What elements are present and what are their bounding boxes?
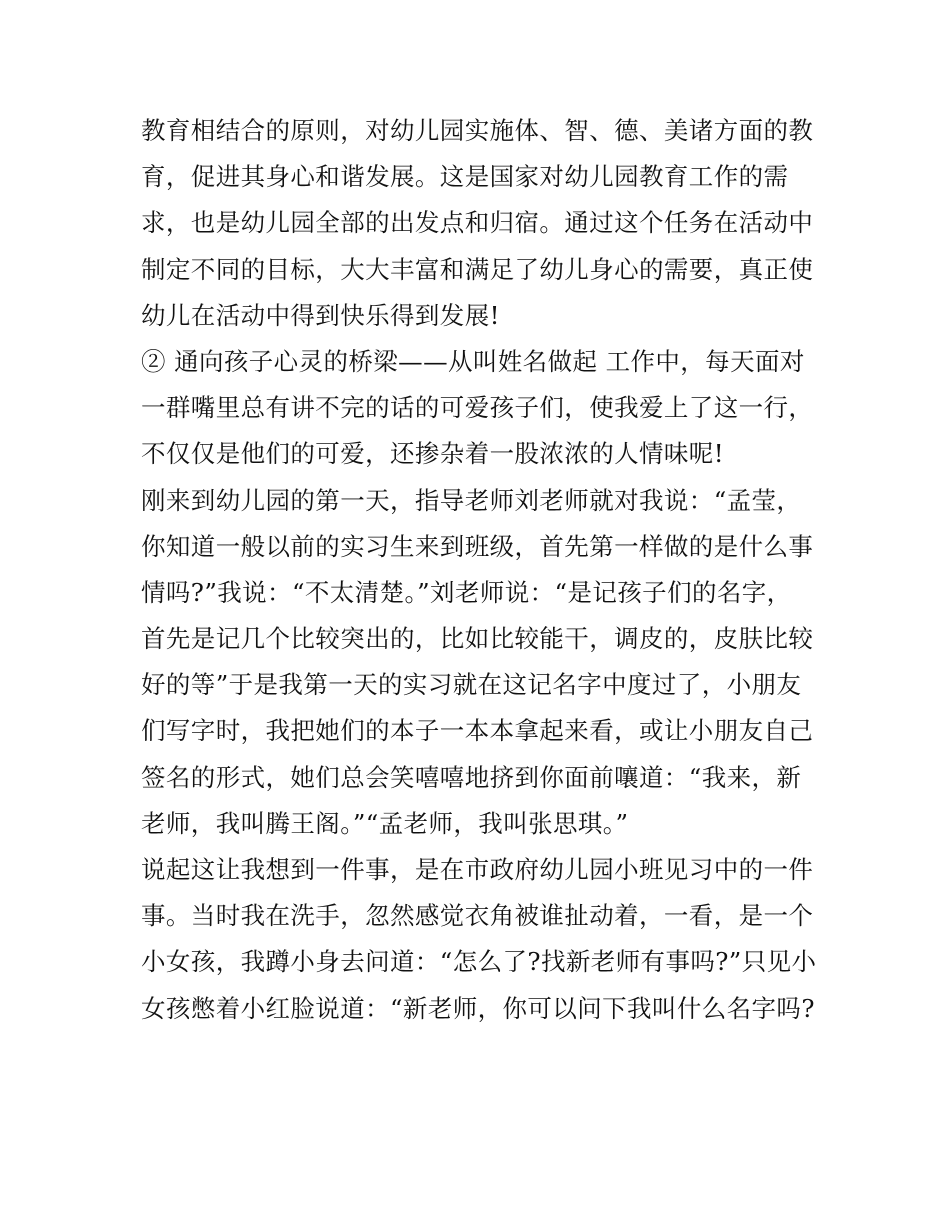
text-line: 事。当时我在洗手，忽然感觉衣角被谁扯动着，一看，是一个	[141, 901, 814, 931]
body-text	[141, 108, 817, 1032]
text-line: 小女孩，我蹲小身去问道：“怎么了?找新老师有事吗?”只见小	[141, 947, 817, 977]
text-line: 们写字时，我把她们的本子一本本拿起来看，或让小朋友自己	[141, 716, 814, 746]
text-line: 刚来到幼儿园的第一天，指导老师刘老师就对我说：“孟莹，	[141, 485, 802, 515]
text-line: 不仅仅是他们的可爱，还掺杂着一股浓浓的人情味呢!	[141, 439, 724, 469]
text-line: 你知道一般以前的实习生来到班级，首先第一样做的是什么事	[141, 531, 814, 561]
text-line: 求，也是幼儿园全部的出发点和归宿。通过这个任务在活动中	[141, 208, 814, 238]
text-line: 首先是记几个比较突出的，比如比较能干，调皮的，皮肤比较	[141, 624, 814, 654]
text-line: 好的等”于是我第一天的实习就在这记名字中度过了，小朋友	[141, 670, 802, 700]
text-line: 情吗?”我说：“不太清楚。”刘老师说：“是记孩子们的名字，	[141, 577, 792, 607]
text-line: 老师，我叫腾王阁。”“孟老师，我叫张思琪。”	[141, 808, 629, 838]
text-line: 一群嘴里总有讲不完的话的可爱孩子们，使我爱上了这一行，	[141, 393, 814, 423]
text-line: 签名的形式，她们总会笑嘻嘻地挤到你面前嚷道：“我来，新	[141, 762, 802, 792]
text-line: 育，促进其身心和谐发展。这是国家对幼儿园教育工作的需	[141, 162, 789, 192]
text-line: 制定不同的目标，大大丰富和满足了幼儿身心的需要，真正使	[141, 254, 814, 284]
text-line: 说起这让我想到一件事，是在市政府幼儿园小班见习中的一件	[141, 855, 814, 884]
text-line: 教育相结合的原则，对幼儿园实施体、智、德、美诸方面的教	[141, 116, 814, 145]
text-line: 女孩憋着小红脸说道：“新老师，你可以问下我叫什么名字吗?	[141, 993, 815, 1023]
text-line: 幼儿在活动中得到快乐得到发展!	[141, 300, 500, 330]
text-line: ② 通向孩子心灵的桥梁——从叫姓名做起 工作中，每天面对	[141, 346, 805, 376]
